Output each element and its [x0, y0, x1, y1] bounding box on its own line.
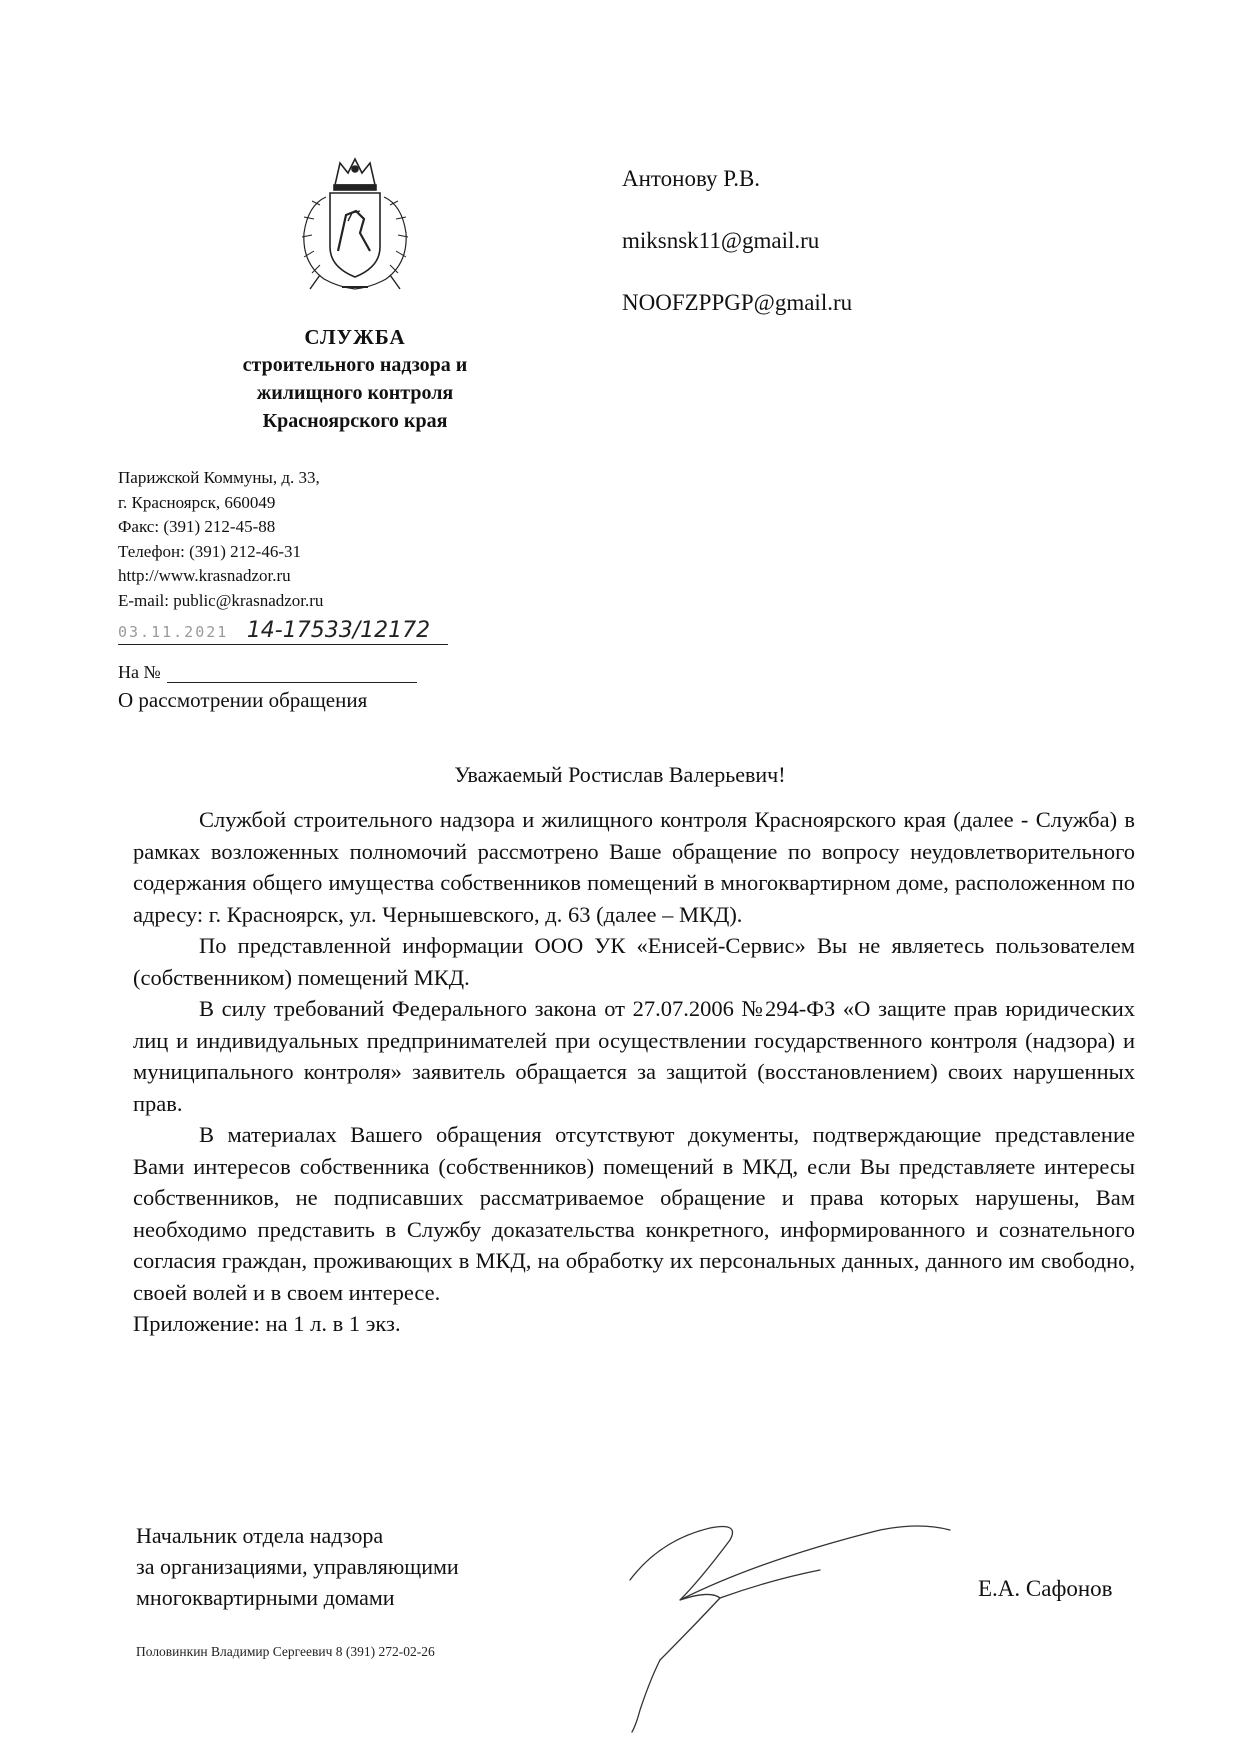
website: http://www.krasnadzor.ru: [118, 566, 291, 585]
org-line: жилищного контроля: [256, 382, 454, 404]
org-line: Красноярского края: [262, 410, 448, 432]
sender-organization: [195, 323, 515, 435]
sender-contacts: [118, 466, 323, 613]
position-line: за организациями, управляющими: [136, 1554, 459, 1579]
email: E-mail: public@krasnadzor.ru: [118, 590, 324, 610]
registration-number: 14-17533/12172: [246, 618, 431, 643]
reference-label: На №: [118, 662, 161, 682]
recipient-email: NOOFZPPGP@gmail.ru: [622, 290, 853, 315]
executor-footer: Половинкин Владимир Сергеевич 8 (391) 272-02-26: [136, 1644, 435, 1659]
position-line: многоквартирными домами: [136, 1585, 395, 1610]
handwritten-signature: [620, 1470, 960, 1740]
signer-name: Е.А. Сафонов: [978, 1576, 1113, 1601]
registration-underline: [118, 644, 448, 645]
paragraph: Службой строительного надзора и жилищного контроля Красноярского края (далее - Служба) в рамках возложенных полномочий рассмотрено Ваше обращение по вопросу неудовлетворительного содержания общего имущества собственников помещений в многоквартирном доме, расположенном по адресу: г. Красноярск, ул. Чернышевского, д. 63 (далее – МКД).: [133, 807, 1135, 927]
letter-subject: О рассмотрении обращения: [118, 688, 368, 712]
recipient-name: Антонову Р.В.: [622, 166, 761, 191]
org-line: строительного надзора и: [242, 354, 468, 376]
paragraph: По представленной информации ООО УК «Енисей-Сервис» Вы не являетесь пользователем (собственником) помещений МКД.: [133, 933, 1135, 990]
letter-body: [133, 804, 1135, 1340]
paragraph: В силу требований Федерального закона от 27.07.2006 №294-ФЗ «О защите прав юридических лиц и индивидуальных предпринимателей при осуществлении государственного контроля (надзора) и муниципального контроля» заявитель обращается за защитой (восстановлением) своих нарушенных прав.: [133, 996, 1135, 1116]
org-title: СЛУЖБА: [304, 325, 406, 349]
recipient-email: miksnsk11@gmail.ru: [622, 228, 820, 253]
address-line: г. Красноярск, 660049: [118, 492, 276, 512]
paragraph: В материалах Вашего обращения отсутствуют документы, подтверждающие представление Вами интересов собственника (собственников) помещений в МКД, если Вы представляете интересы собственников, не подписавших рассматриваемое обращение и права которых нарушены, Вам необходимо представить в Службу доказательства конкретного, информированного и сознательного согласия граждан, проживающих в МКД, на обработку их персональных данных, данного им свободно, своей волей и в своем интересе.: [133, 1122, 1135, 1305]
address-line: Парижской Коммуны, д. 33,: [118, 468, 320, 487]
position-line: Начальник отдела надзора: [136, 1523, 384, 1548]
attachment-note: Приложение: на 1 л. в 1 экз.: [133, 1311, 401, 1336]
registration-line: [118, 618, 430, 643]
phone: Телефон: (391) 212-46-31: [118, 541, 301, 561]
reference-number-line: [118, 662, 417, 683]
fax: Факс: (391) 212-45-88: [118, 517, 276, 536]
coat-of-arms-icon: [290, 155, 420, 295]
greeting: Уважаемый Ростислав Валерьевич!: [454, 762, 786, 787]
registration-date: 03.11.2021: [118, 623, 229, 641]
reference-blank: [167, 664, 417, 683]
signer-position: [136, 1520, 459, 1613]
recipient-block: [622, 148, 852, 334]
